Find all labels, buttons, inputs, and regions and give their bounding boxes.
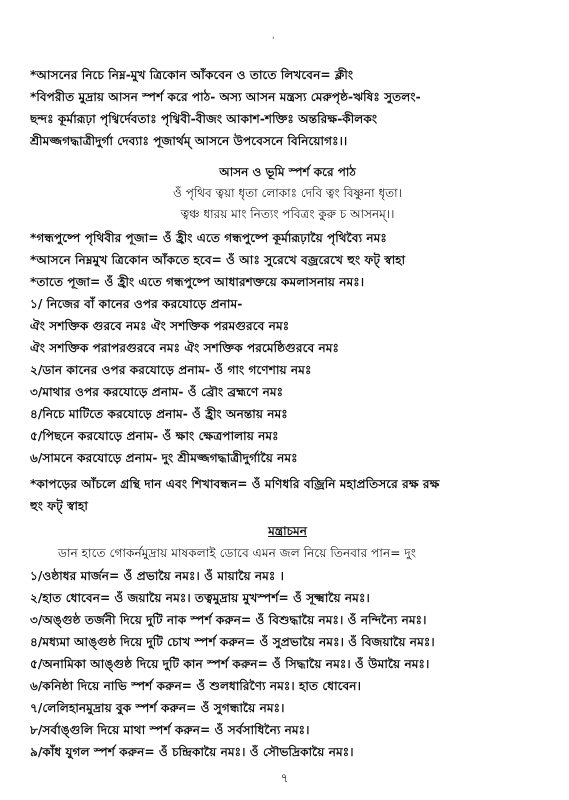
text-line: ৫/পিছনে করযোড়ে প্রনাম- ওঁ ক্ষাং ক্ষেত্রপালায় নমঃ: [30, 429, 279, 443]
page-number: ৭: [280, 771, 289, 785]
text-line: *তাতে পূজা= ওঁ হ্রীং এতে গন্ধপুষ্পে আধারশক্তয়ে কমলাসনায় নমঃ।: [30, 275, 365, 289]
step-item: ৯/কাঁধ যুগল স্পর্শ করুন= ওঁ চন্দ্রিকায়ৈ নমঃ। ওঁ সৌভদ্রিকায়ৈ নমঃ।: [30, 745, 354, 759]
text-line: *কাপড়ের আঁচলে গ্রন্থি দান এবং শিখাবন্ধন= ওঁ মণিধরি বজ্রিনি মহাপ্রতিসরে রক্ষ রক্ষ: [30, 477, 440, 491]
text-line: *আসনের নিচে নিম্ন-মুখ ত্রিকোন আঁকবেন ও তাতে লিখবেন= ক্লীং: [30, 68, 354, 82]
text-line: *আসনে নিম্নমুখ ত্রিকোন আঁকতে হবে= ওঁ আঃ সুরেখে বজ্ররেখে হুং ফট্ স্বাহা: [30, 253, 406, 267]
text-line: ছন্দঃ কূর্মারূঢ়া পৃথ্বির্দেবতাঃ পৃথ্বিবী-বীজং আকাশ-শক্তিঃ অন্তরিক্ষ-কীলকং: [30, 112, 378, 126]
step-item: ৪/মধ্যমা আঙ্গুষ্ঠ দিয়ে দুটি চোখ স্পর্শ করুন= ওঁ সুপ্রভায়ৈ নমঃ। ওঁ বিজয়ায়ৈ নমঃ।: [30, 635, 435, 649]
text-line: ৬/সামনে করযোড়ে প্রনাম- দুং শ্রীমজ্জগদ্ধাত্রীদুর্গায়ৈ নমঃ: [30, 451, 298, 465]
section-title: আসন ও ভূমি স্পর্শ করে পাঠ: [219, 165, 356, 179]
step-item: ২/হাত ধোবেন= ওঁ জয়ায়ৈ নমঃ। তত্বমুদ্রায় মুখস্পর্শ= ওঁ সূক্ষ্মায়ৈ নমঃ।: [30, 591, 370, 605]
step-item: ৫/অনামিকা আঙ্গুষ্ঠ দিয়ে দুটি কান স্পর্শ করুন= ওঁ সিদ্ধায়ৈ নমঃ। ওঁ উমায়ৈ নমঃ।: [30, 657, 430, 671]
step-item: ৬/কনিষ্ঠা দিয়ে নাভি স্পর্শ করুন= ওঁ শুলধারিণ্যৈ নমঃ। হাত ধোবেন।: [30, 679, 361, 693]
achaman-steps: [30, 565, 545, 763]
text-line: হুং ফট্ স্বাহা: [30, 499, 88, 513]
achaman-lead: [30, 542, 545, 564]
verse-line: ত্বঞ্চ ধারয় মাং নিত্যং পবিত্রং কুরু চ আসনম্।।: [180, 207, 395, 221]
text-line: ১/ নিজের বাঁ কানের ওপর করযোড়ে প্রনাম-: [30, 297, 243, 311]
text-line: ঐং সশক্তিক গুরবে নমঃ ঐং সশক্তিক পরমগুরবে নমঃ: [30, 319, 290, 333]
verse-line: ওঁ পৃথিব ত্বয়া ধৃতা লোকাঃ দেবি ত্বং বিষ্ণুনা ধৃতা।: [173, 186, 402, 200]
text-line: *বিপরীত মুদ্রায় আসন স্পর্শ করে পাঠ- অস্য আসন মন্ত্রস্য মেরুপৃষ্ঠ-ঋষিঃ সুতলং-: [30, 90, 421, 104]
text-line: *গন্ধপুষ্পে পৃথিবীর পূজা= ওঁ হ্রীং এতে গন্ধপুষ্পে কূর্মারূঢ়ায়ৈ পৃথিব্যৈ নমঃ: [30, 231, 387, 245]
text-line: শ্রীমজ্জগদ্ধাত্রীদুর্গা দেব্যাঃ পূজার্থম্ আসনে উপবেসনে বিনিয়োগঃ।।: [30, 134, 348, 148]
step-item: ৮/সর্বাঙ্গুলি দিয়ে মাথা স্পর্শ করুন= ওঁ সর্বসাধিন্যৈ নমঃ।: [30, 723, 310, 737]
text-line: ঐং সশক্তিক পরাপরগুরবে নমঃ ঐং সশক্তিক পরমেষ্ঠিগুরবে নমঃ: [30, 341, 340, 355]
step-item: ৭/লেলিহানমুদ্রায় বুক স্পর্শ করুন= ওঁ সুগন্ধায়ৈ নমঃ।: [30, 701, 285, 715]
intro-paragraph: [30, 64, 545, 152]
puja-instructions: [30, 227, 545, 469]
text-line: ডান হাতে গোকর্নমুদ্রায় মাষকলাই ডোবে এমন জল নিয়ে তিনবার পান= দুং: [58, 546, 416, 560]
section-title: মন্ত্রাচমন: [268, 524, 307, 538]
step-item: ৩/অঙ্গুষ্ঠ তর্জনী দিয়ে দুটি নাক স্পর্শ করুন= ওঁ বিশুদ্ধায়ৈ নমঃ। ওঁ নন্দিন্যৈ নমঃ।: [30, 613, 427, 627]
section-asana-bhumi: [30, 162, 545, 225]
shikha-bandhan: [30, 473, 545, 517]
step-item: ১/ওষ্ঠাধর মার্জন= ওঁ প্রভায়ৈ নমঃ। ওঁ মায়ায়ৈ নমঃ ।: [30, 569, 285, 583]
text-line: ২/ডান কানের ওপর করযোড়ে প্রনাম- ওঁ গাং গণেশায় নমঃ: [30, 363, 312, 377]
top-mark: ': [272, 36, 275, 46]
text-line: ৩/মাথার ওপর করযোড়ে প্রনাম- ওঁ ব্রৌং ব্রহ্মণে নমঃ: [30, 385, 284, 399]
text-line: ৪/নিচে মাটিতে করযোড়ে প্রনাম- ওঁ হ্রীং অনন্তায় নমঃ: [30, 407, 288, 421]
section-title-mantrachaman: [30, 521, 545, 542]
